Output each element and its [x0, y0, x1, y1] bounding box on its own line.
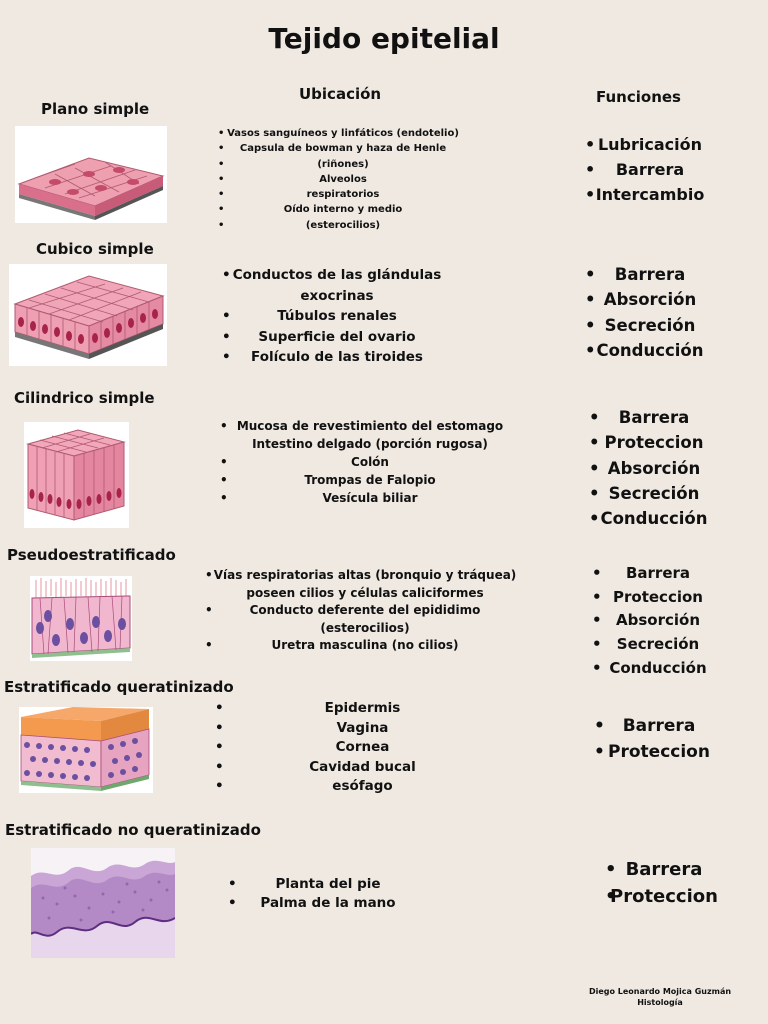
course-name: Histología: [637, 998, 683, 1007]
page-title: Tejido epitelial: [268, 22, 500, 55]
function-item: • Secreción: [592, 633, 724, 657]
cubico-simple-locations: [222, 265, 452, 368]
function-item: • Conducción: [589, 506, 719, 531]
pseudoestratificado-locations: [205, 567, 525, 655]
location-item: • Alveolos: [218, 172, 468, 187]
location-item: • Vías respiratorias altas (bronquio y tráquea): [205, 567, 525, 585]
location-header: Ubicación: [299, 85, 382, 103]
cubico-simple-illustration: [9, 264, 167, 366]
function-item: • Barrera: [605, 856, 723, 883]
location-item: • esófago: [215, 777, 510, 797]
location-item: • Cavidad bucal: [215, 758, 510, 778]
estratificado-no-queratinizado-micrograph: [31, 848, 175, 958]
location-item: • (riñones): [218, 157, 468, 172]
function-item: • Secreción: [585, 313, 715, 338]
function-item: • Secreción: [589, 481, 719, 506]
location-item: • Trompas de Falopio: [220, 471, 520, 489]
estratificado-queratinizado-functions: [594, 714, 724, 765]
location-item: (esterocilios): [320, 620, 410, 635]
location-item: • Epidermis: [215, 699, 510, 719]
plano-simple-functions: [585, 132, 715, 207]
location-item: • Palma de la mano: [228, 894, 428, 913]
section-title-estratificado-queratinizado: Estratificado queratinizado: [4, 678, 234, 696]
plano-simple-locations: [218, 126, 468, 233]
author-name: Diego Leonardo Mojica Guzmán: [588, 987, 732, 996]
function-item: • Proteccion: [589, 430, 719, 455]
location-item: • Oído interno y medio: [218, 202, 468, 217]
location-item: • Cornea: [215, 738, 510, 758]
function-item: • Proteccion: [592, 586, 724, 610]
function-item: • Conducción: [592, 657, 724, 681]
function-item: • Barrera: [592, 562, 724, 586]
footer-credit: [560, 986, 760, 1008]
cubico-simple-functions: [585, 262, 715, 363]
function-item: • Absorción: [589, 456, 719, 481]
location-item: • Colón: [220, 453, 520, 471]
location-item: • Planta del pie: [228, 875, 428, 894]
function-item: • Intercambio: [585, 182, 715, 207]
plano-simple-illustration: [15, 126, 167, 223]
section-title-cilindrico-simple: Cilindrico simple: [14, 389, 155, 407]
location-item: • Conducto deferente del epididimo: [205, 602, 525, 620]
function-item: • Absorción: [592, 609, 724, 633]
function-item: • Lubricación: [585, 132, 715, 157]
function-item: • Barrera: [585, 262, 715, 287]
location-item: • Folículo de las tiroides: [222, 347, 452, 368]
function-item: • Conducción: [585, 338, 715, 363]
location-item: • respiratorios: [218, 187, 468, 202]
pseudoestratificado-functions: [592, 562, 724, 681]
function-item: • Proteccion: [605, 883, 723, 910]
function-item: • Barrera: [589, 405, 719, 430]
location-item: • Vasos sanguíneos y linfáticos (endotelio): [218, 126, 468, 141]
location-item: • Superficie del ovario: [222, 327, 452, 348]
location-item: • Vagina: [215, 719, 510, 739]
estratificado-queratinizado-illustration: [19, 707, 153, 793]
cilindrico-simple-illustration: [24, 422, 129, 528]
pseudoestratificado-illustration: [30, 576, 132, 661]
cilindrico-simple-locations: [220, 417, 520, 507]
section-title-plano-simple: Plano simple: [41, 100, 150, 118]
section-title-cubico-simple: Cubico simple: [36, 240, 154, 258]
location-item: Intestino delgado (porción rugosa): [252, 437, 488, 451]
location-item: • Capsula de bowman y haza de Henle: [218, 141, 468, 156]
location-item: poseen cilios y células caliciformes: [246, 585, 484, 600]
location-item: • Túbulos renales: [222, 306, 452, 327]
section-title-estratificado-no-queratinizado: Estratificado no queratinizado: [5, 821, 261, 839]
location-item: • Uretra masculina (no cilios): [205, 637, 525, 655]
functions-header: Funciones: [596, 88, 681, 106]
function-item: • Barrera: [585, 157, 715, 182]
estratificado-queratinizado-locations: [215, 699, 510, 797]
function-item: • Barrera: [594, 714, 724, 740]
estratificado-no-queratinizado-functions: [605, 856, 723, 910]
location-item: • Conductos de las glándulas: [222, 265, 452, 286]
cilindrico-simple-functions: [589, 405, 719, 531]
function-item: • Proteccion: [594, 740, 724, 766]
function-item: • Absorción: [585, 287, 715, 312]
location-item: • Mucosa de revestimiento del estomago: [220, 417, 520, 435]
location-item: exocrinas: [300, 287, 374, 304]
location-item: • (esterocilios): [218, 218, 468, 233]
estratificado-no-queratinizado-locations: [228, 875, 428, 913]
location-item: • Vesícula biliar: [220, 489, 520, 507]
section-title-pseudoestratificado: Pseudoestratificado: [7, 546, 176, 564]
